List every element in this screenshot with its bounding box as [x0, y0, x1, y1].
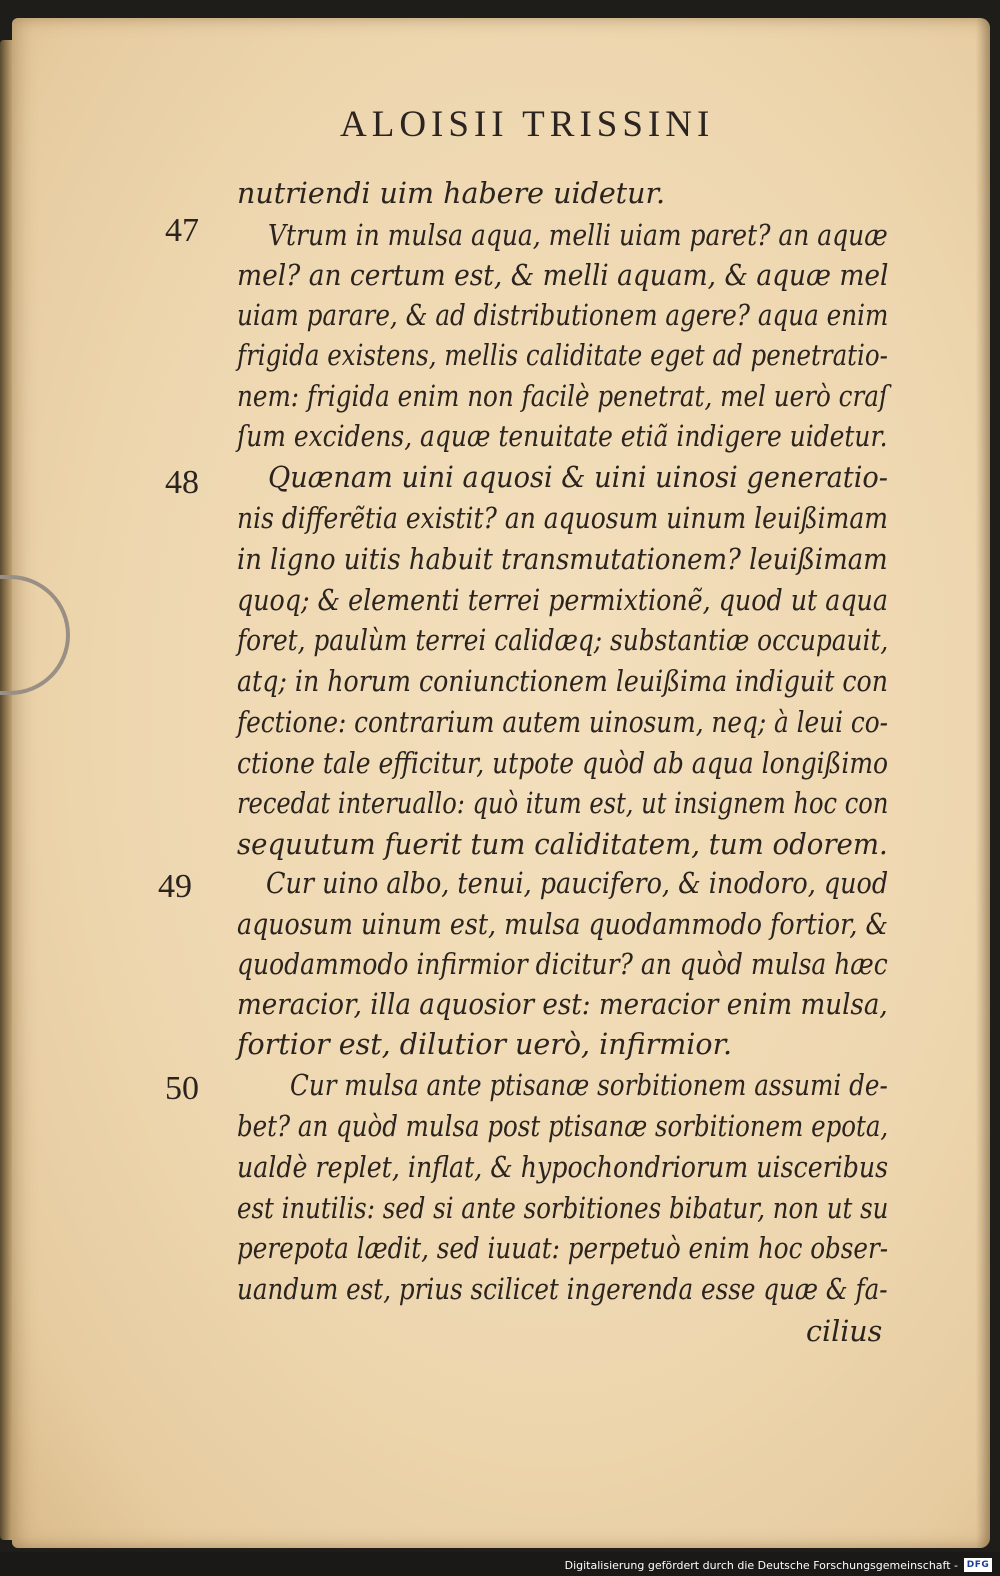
running-head: ALOISII TRISSINI — [340, 104, 715, 145]
text-line: foret, paulùm terrei calidæq; substantiæ occupauit, — [237, 624, 889, 657]
text-line: bet? an quòd mulsa post ptisanæ sorbitionem epota, — [237, 1110, 889, 1143]
text-line: Cur uino albo, tenui, paucifero, & inodoro, quod — [266, 867, 889, 900]
text-line: nem: frigida enim non facilè penetrat, mel uerò craſ — [237, 380, 889, 413]
text-line: quoq; & elementi terrei permixtionẽ, quod ut aqua — [237, 584, 888, 617]
text-line: frigida existens, mellis caliditate eget ad penetratio- — [237, 339, 888, 372]
text-line: recedat interuallo: quò itum est, ut insignem hoc con — [237, 787, 889, 820]
text-line: Quænam uini aquosi & uini uinosi generatio- — [268, 461, 888, 494]
section-number: 48 — [165, 464, 199, 501]
text-line: uandum est, prius scilicet ingerenda esse quæ & fa- — [237, 1273, 888, 1306]
section-number: 49 — [158, 868, 192, 905]
section-number: 47 — [165, 212, 199, 249]
text-line: ſum excidens, aquæ tenuitate etiã indigere uidetur. — [237, 420, 888, 453]
text-line: ualdè replet, inflat, & hypochondriorum uisceribus — [237, 1151, 889, 1184]
text-line: Cur mulsa ante ptisanæ sorbitionem assumi de- — [290, 1069, 888, 1102]
text-line: aquosum uinum est, mulsa quodammodo fortior, & — [237, 908, 888, 941]
text-line: Vtrum in mulsa aqua, melli uiam paret? an aquæ — [268, 219, 888, 252]
text-line: in ligno uitis habuit transmutationem? leuißimam — [237, 543, 888, 576]
text-line: sequutum fuerit tum caliditatem, tum odorem. — [237, 828, 888, 861]
dfg-logo-icon: DFG — [964, 1558, 992, 1572]
section-number: 50 — [165, 1070, 199, 1107]
footer-bar — [0, 1552, 1000, 1576]
text-line: mel? an certum est, & melli aquam, & aquæ mel — [237, 259, 889, 292]
text-line: ctione tale efficitur, utpote quòd ab aqua longißimo — [237, 747, 889, 780]
funding-credit: Digitalisierung gefördert durch die Deutsche Forschungsgemeinschaft - — [564, 1559, 958, 1572]
text-line: nutriendi uim habere uidetur. — [237, 177, 666, 210]
text-line: fectione: contrarium autem uinosum, neq; à leui co- — [237, 706, 889, 739]
text-line: uiam parare, & ad distributionem agere? aqua enim — [237, 299, 889, 332]
text-line: perepota lædit, sed iuuat: perpetuò enim hoc obser- — [237, 1232, 889, 1265]
text-line: nis differẽtia existit? an aquosum uinum leuißimam — [237, 502, 888, 535]
text-line: quodammodo infirmior dicitur? an quòd mulsa hæc — [237, 948, 888, 981]
catchword: cilius — [806, 1315, 883, 1348]
text-line: meracior, illa aquosior est: meracior enim mulsa, — [237, 988, 888, 1021]
text-line: est inutilis: sed si ante sorbitiones bibatur, non ut su — [237, 1192, 889, 1225]
text-line: atq; in horum coniunctionem leuißima indiguit con — [237, 665, 888, 698]
text-line: fortior est, dilutior uerò, infirmior. — [237, 1028, 733, 1061]
